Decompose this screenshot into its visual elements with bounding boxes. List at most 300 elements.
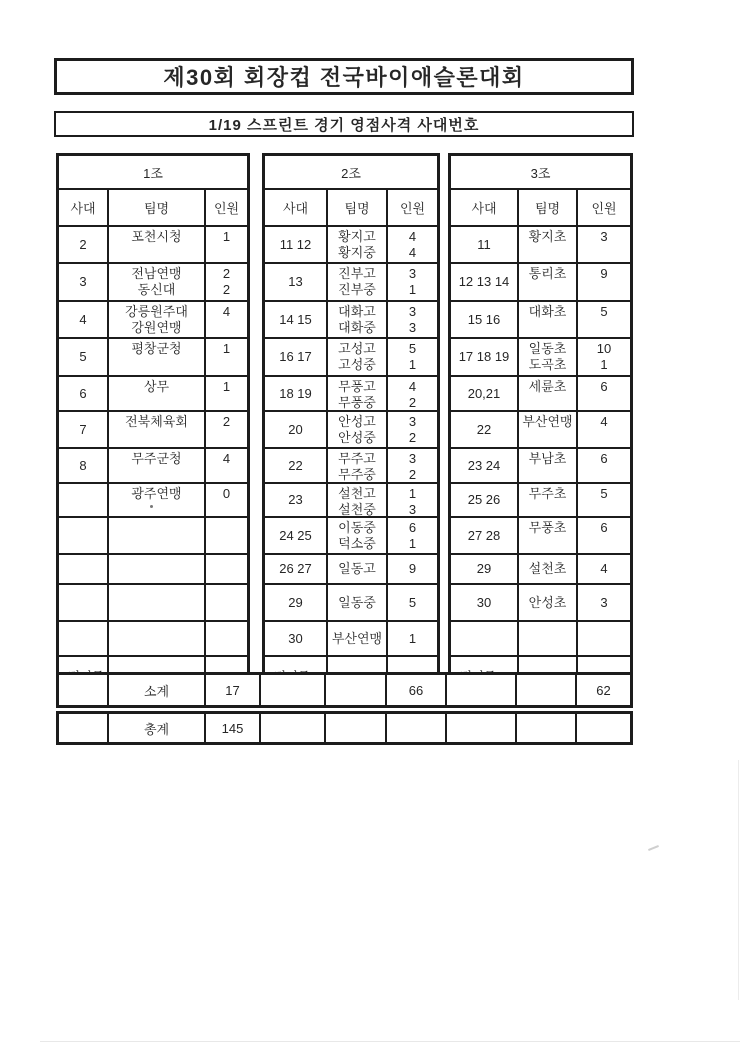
- team-cell: [519, 585, 578, 620]
- table-row: [451, 482, 630, 516]
- lane-cell: [451, 555, 519, 583]
- table-row: [59, 300, 247, 337]
- team-cell: [328, 339, 388, 375]
- cell-line: 진부중: [338, 282, 376, 297]
- column-header-row: [59, 188, 247, 225]
- cell-line: 황지고: [338, 229, 376, 244]
- team-cell: [109, 449, 206, 482]
- cell-line: 1: [222, 379, 231, 394]
- total-cell: [447, 714, 517, 742]
- cell-line: 무주군청: [131, 451, 182, 466]
- competition-title-box: [54, 58, 634, 95]
- table-row: [265, 225, 437, 262]
- cell-line: 1: [408, 486, 417, 501]
- team-cell: [519, 302, 578, 337]
- lane-cell: [451, 518, 519, 553]
- cell-line: 1: [222, 229, 231, 244]
- table-row: [59, 262, 247, 300]
- team-cell: [328, 585, 388, 620]
- count-cell: [206, 377, 247, 410]
- lane-cell: [59, 412, 109, 447]
- team-cell: [109, 339, 206, 375]
- count-cell: [206, 339, 247, 375]
- cell-line: 23 24: [467, 457, 501, 473]
- cell-line: 고성고: [338, 341, 376, 356]
- table-row: [451, 300, 630, 337]
- lane-cell: [59, 339, 109, 375]
- team-cell: [109, 484, 206, 516]
- count-cell: [206, 412, 247, 447]
- subtotal-cell: [447, 675, 517, 705]
- table-row: [59, 482, 247, 516]
- data-rows: [59, 225, 247, 655]
- cell-line: 15 16: [467, 311, 501, 327]
- cell-line: 1: [408, 357, 417, 372]
- lane-cell: [59, 302, 109, 337]
- count-cell: [206, 449, 247, 482]
- team-cell: [328, 449, 388, 482]
- cell-line: 29: [288, 594, 303, 610]
- group-label: 1조: [143, 165, 163, 181]
- data-rows: [451, 225, 630, 655]
- cell-line: 2: [222, 414, 231, 429]
- cell-line: 11: [477, 236, 491, 252]
- cell-line: 설천고: [338, 486, 376, 501]
- column-header: 인원: [399, 201, 426, 216]
- cell-line: 26 27: [279, 561, 312, 576]
- event-subtitle-box: [54, 111, 634, 137]
- count-cell: [578, 377, 630, 410]
- subtotal-cell: [59, 675, 109, 705]
- cell-line: 고성중: [338, 357, 376, 372]
- cell-line: 무주초: [528, 486, 567, 501]
- lane-cell: [265, 555, 328, 583]
- total-row: [56, 711, 633, 745]
- cell-line: 3: [408, 304, 417, 319]
- scan-mark-artifact: [648, 845, 659, 851]
- subtotal-cell: [517, 675, 577, 705]
- cell-line: 3: [408, 451, 417, 466]
- table-row: [265, 337, 437, 375]
- count-cell: [578, 585, 630, 620]
- team-cell: [519, 377, 578, 410]
- cell-line: 13: [288, 274, 303, 289]
- cell-line: 2: [408, 395, 417, 410]
- cell-line: 강릉원주대: [125, 304, 188, 319]
- cell-line: 평창군청: [131, 341, 182, 356]
- cell-line: 18 19: [279, 385, 312, 401]
- lane-cell: [265, 339, 328, 375]
- team-cell: [519, 555, 578, 583]
- lane-cell: [59, 622, 109, 655]
- team-cell: [328, 302, 388, 337]
- cell-line: 4: [222, 451, 231, 466]
- table-row: [59, 410, 247, 447]
- cell-line: 전북체육회: [125, 414, 188, 429]
- team-cell: [519, 622, 578, 655]
- team-cell: [328, 518, 388, 553]
- column-header: 사대: [59, 190, 109, 225]
- cell-line: 안성중: [338, 430, 376, 445]
- group-1-table: [56, 153, 250, 697]
- table-row: [59, 516, 247, 553]
- column-header: 팀명: [109, 190, 206, 225]
- cell-line: 포천시청: [131, 229, 182, 244]
- team-cell: [519, 449, 578, 482]
- count-cell: [388, 449, 437, 482]
- lane-cell: [451, 484, 519, 516]
- cell-line: 0: [222, 486, 231, 501]
- cell-line: 29: [476, 561, 492, 576]
- total-cell: [577, 714, 630, 742]
- count-cell: [578, 622, 630, 655]
- table-row: [265, 300, 437, 337]
- subtotal-label: 소계: [109, 675, 206, 705]
- table-row: [265, 482, 437, 516]
- cell-line: 무풍중: [338, 395, 376, 410]
- cell-line: 9: [600, 266, 608, 281]
- cell-line: 안성고: [338, 414, 376, 429]
- table-row: [451, 375, 630, 410]
- scan-dot-artifact: [150, 505, 153, 508]
- table-row: [265, 620, 437, 655]
- cell-line: 2: [222, 266, 231, 281]
- count-cell: [388, 622, 437, 655]
- table-row: [265, 583, 437, 620]
- total-cell: [517, 714, 577, 742]
- table-row: [59, 375, 247, 410]
- cell-line: 일동중: [338, 594, 376, 610]
- cell-line: 부남초: [528, 451, 567, 466]
- cell-line: 무풍초: [528, 520, 567, 535]
- cell-line: 1: [408, 630, 417, 646]
- team-cell: [328, 264, 388, 300]
- lane-cell: [59, 264, 109, 300]
- total-label: 총계: [109, 714, 206, 742]
- cell-line: 5: [408, 594, 417, 610]
- cell-line: 1: [408, 282, 417, 297]
- count-cell: [578, 518, 630, 553]
- competition-title: 제30회 회장컵 전국바이애슬론대회: [163, 65, 525, 90]
- team-cell: [519, 484, 578, 516]
- table-row: [451, 225, 630, 262]
- lane-cell: [265, 518, 328, 553]
- cell-line: 부산연맹: [331, 630, 383, 646]
- cell-line: 17 18 19: [458, 349, 510, 364]
- count-cell: [388, 585, 437, 620]
- table-row: [59, 620, 247, 655]
- subtotal-cell: 17: [206, 675, 261, 705]
- count-cell: [388, 412, 437, 447]
- lane-cell: [265, 377, 328, 410]
- count-cell: [388, 518, 437, 553]
- scan-edge: [738, 760, 739, 1000]
- column-header-row: [451, 188, 630, 225]
- table-row: [59, 225, 247, 262]
- subtotal-cell: [261, 675, 326, 705]
- cell-line: 7: [79, 421, 87, 437]
- cell-line: 광주연맹: [131, 486, 182, 501]
- team-cell: [109, 302, 206, 337]
- group-label-row: [451, 156, 630, 188]
- total-cell: [261, 714, 326, 742]
- cell-line: 11 12: [279, 236, 312, 252]
- team-cell: [328, 484, 388, 516]
- cell-line: 30: [476, 594, 492, 610]
- cell-line: 1: [222, 341, 231, 356]
- cell-line: 전남연맹: [131, 266, 182, 281]
- lane-cell: [265, 227, 328, 262]
- team-cell: [519, 227, 578, 262]
- team-cell: [519, 518, 578, 553]
- count-cell: [388, 484, 437, 516]
- cell-line: 무풍고: [338, 379, 376, 394]
- lane-cell: [59, 518, 109, 553]
- cell-line: 30: [288, 630, 303, 646]
- cell-line: 도곡초: [528, 357, 567, 372]
- cell-line: 대화고: [338, 304, 376, 319]
- lane-cell: [59, 449, 109, 482]
- cell-line: 1: [600, 357, 608, 372]
- lane-cell: [265, 622, 328, 655]
- cell-line: 6: [600, 520, 608, 535]
- table-row: [265, 410, 437, 447]
- lane-cell: [451, 449, 519, 482]
- team-cell: [328, 227, 388, 262]
- lane-cell: [451, 227, 519, 262]
- table-row: [451, 447, 630, 482]
- group-label: 3조: [530, 165, 551, 181]
- count-cell: [578, 227, 630, 262]
- count-cell: [388, 264, 437, 300]
- column-header-row: [265, 188, 437, 225]
- lane-cell: [451, 622, 519, 655]
- cell-line: 14 15: [279, 311, 312, 327]
- cell-line: 황지초: [528, 229, 567, 244]
- lane-cell: [59, 377, 109, 410]
- team-cell: [109, 412, 206, 447]
- subtotal-cell: [326, 675, 387, 705]
- cell-line: 4: [600, 561, 608, 576]
- cell-line: 설천초: [528, 561, 567, 576]
- table-row: [59, 447, 247, 482]
- team-cell: [519, 412, 578, 447]
- cell-line: 12 13 14: [458, 274, 510, 289]
- cell-line: 강원연맹: [131, 320, 182, 335]
- count-cell: [388, 302, 437, 337]
- count-cell: [206, 585, 247, 620]
- cell-line: 20,21: [467, 385, 501, 401]
- group-2-table: [262, 153, 440, 697]
- lane-cell: [265, 449, 328, 482]
- cell-line: 세륜초: [528, 379, 567, 394]
- count-cell: [578, 412, 630, 447]
- cell-line: 1: [408, 536, 417, 551]
- column-header: 인원: [213, 201, 240, 216]
- cell-line: 3: [408, 414, 417, 429]
- group-label: 2조: [341, 165, 361, 181]
- event-subtitle: 1/19 스프린트 경기 영점사격 사대번호: [208, 116, 480, 134]
- table-row: [265, 375, 437, 410]
- cell-line: 27 28: [467, 527, 501, 543]
- count-cell: [578, 264, 630, 300]
- cell-line: 진부고: [338, 266, 376, 281]
- cell-line: 2: [408, 467, 417, 482]
- team-cell: [328, 377, 388, 410]
- cell-line: 3: [408, 320, 417, 335]
- cell-line: 2: [408, 430, 417, 445]
- cell-line: 5: [79, 349, 87, 364]
- cell-line: 6: [79, 385, 87, 401]
- cell-line: 5: [408, 341, 417, 356]
- count-cell: [206, 227, 247, 262]
- cell-line: 4: [408, 379, 417, 394]
- table-row: [451, 410, 630, 447]
- lane-cell: [265, 484, 328, 516]
- cell-line: 이동중: [338, 520, 376, 535]
- column-header: 인원: [591, 201, 617, 216]
- cell-line: 3: [79, 274, 87, 289]
- cell-line: 상무: [143, 379, 170, 394]
- cell-line: 3: [408, 502, 417, 517]
- cell-line: 8: [79, 457, 87, 473]
- lane-cell: [59, 555, 109, 583]
- team-cell: [109, 555, 206, 583]
- table-row: [265, 262, 437, 300]
- table-row: [59, 553, 247, 583]
- cell-line: 24 25: [279, 527, 312, 543]
- table-row: [451, 262, 630, 300]
- cell-line: 일동고: [338, 561, 376, 576]
- group-3-table: [448, 153, 633, 697]
- subtotal-row: [56, 672, 633, 708]
- scan-edge: [40, 1041, 740, 1042]
- table-row: [451, 620, 630, 655]
- count-cell: [578, 555, 630, 583]
- cell-line: 16 17: [279, 349, 312, 364]
- group-label-row: [59, 156, 247, 188]
- group-label-row: [265, 156, 437, 188]
- lane-cell: [451, 412, 519, 447]
- count-cell: [206, 264, 247, 300]
- total-cell: [59, 714, 109, 742]
- cell-line: 무주고: [338, 451, 376, 466]
- count-cell: [578, 302, 630, 337]
- lane-cell: [265, 302, 328, 337]
- cell-line: 2: [79, 236, 87, 252]
- cell-line: 3: [408, 266, 417, 281]
- total-cell: [387, 714, 447, 742]
- cell-line: 무주중: [338, 467, 376, 482]
- cell-line: 9: [408, 561, 417, 576]
- cell-line: 6: [408, 520, 417, 535]
- cell-line: 22: [476, 421, 492, 437]
- team-cell: [328, 412, 388, 447]
- lane-cell: [265, 412, 328, 447]
- count-cell: [206, 518, 247, 553]
- table-row: [451, 583, 630, 620]
- column-header: 팀명: [519, 190, 578, 225]
- cell-line: 일동초: [528, 341, 567, 356]
- count-cell: [388, 555, 437, 583]
- team-cell: [109, 585, 206, 620]
- team-cell: [519, 339, 578, 375]
- cell-line: 덕소중: [338, 536, 376, 551]
- cell-line: 22: [288, 457, 303, 473]
- cell-line: 동신대: [137, 282, 176, 297]
- team-cell: [328, 555, 388, 583]
- count-cell: [388, 227, 437, 262]
- lane-cell: [451, 377, 519, 410]
- column-header: 사대: [265, 190, 328, 225]
- cell-line: 통리초: [528, 266, 567, 281]
- cell-line: 23: [288, 492, 303, 507]
- count-cell: [578, 484, 630, 516]
- cell-line: 2: [222, 282, 231, 297]
- cell-line: 설천중: [338, 502, 376, 517]
- cell-line: 5: [600, 486, 608, 501]
- cell-line: 4: [408, 229, 417, 244]
- lane-cell: [59, 484, 109, 516]
- table-row: [451, 516, 630, 553]
- table-row: [265, 553, 437, 583]
- lane-cell: [451, 302, 519, 337]
- lane-cell: [59, 227, 109, 262]
- column-header: 사대: [451, 190, 519, 225]
- total-cell: [326, 714, 387, 742]
- subtotal-cell: 62: [596, 682, 611, 698]
- table-row: [451, 553, 630, 583]
- team-cell: [519, 264, 578, 300]
- count-cell: [206, 302, 247, 337]
- team-cell: [109, 518, 206, 553]
- cell-line: 20: [288, 421, 303, 437]
- cell-line: 안성초: [528, 594, 567, 610]
- cell-line: 6: [600, 451, 608, 466]
- subtotal-cell: 66: [387, 675, 447, 705]
- count-cell: [578, 449, 630, 482]
- team-cell: [109, 264, 206, 300]
- count-cell: [206, 555, 247, 583]
- cell-line: 4: [408, 245, 417, 260]
- lane-assignment-table: [56, 153, 633, 753]
- lane-cell: [265, 264, 328, 300]
- count-cell: [388, 377, 437, 410]
- column-header: 팀명: [328, 190, 388, 225]
- count-cell: [388, 339, 437, 375]
- cell-line: 4: [222, 304, 231, 319]
- team-cell: [109, 377, 206, 410]
- table-row: [451, 337, 630, 375]
- cell-line: 5: [600, 304, 608, 319]
- cell-line: 25 26: [467, 492, 501, 507]
- lane-cell: [451, 264, 519, 300]
- cell-line: 4: [600, 414, 608, 429]
- data-rows: [265, 225, 437, 655]
- team-cell: [109, 227, 206, 262]
- count-cell: [206, 622, 247, 655]
- total-cell: 145: [206, 714, 261, 742]
- cell-line: 10: [596, 341, 612, 356]
- cell-line: 3: [600, 229, 608, 244]
- cell-line: 부산연맹: [522, 414, 573, 429]
- cell-line: 6: [600, 379, 608, 394]
- team-cell: [109, 622, 206, 655]
- cell-line: 황지중: [338, 245, 376, 260]
- table-row: [265, 447, 437, 482]
- cell-line: 3: [600, 594, 608, 610]
- cell-line: 대화중: [338, 320, 376, 335]
